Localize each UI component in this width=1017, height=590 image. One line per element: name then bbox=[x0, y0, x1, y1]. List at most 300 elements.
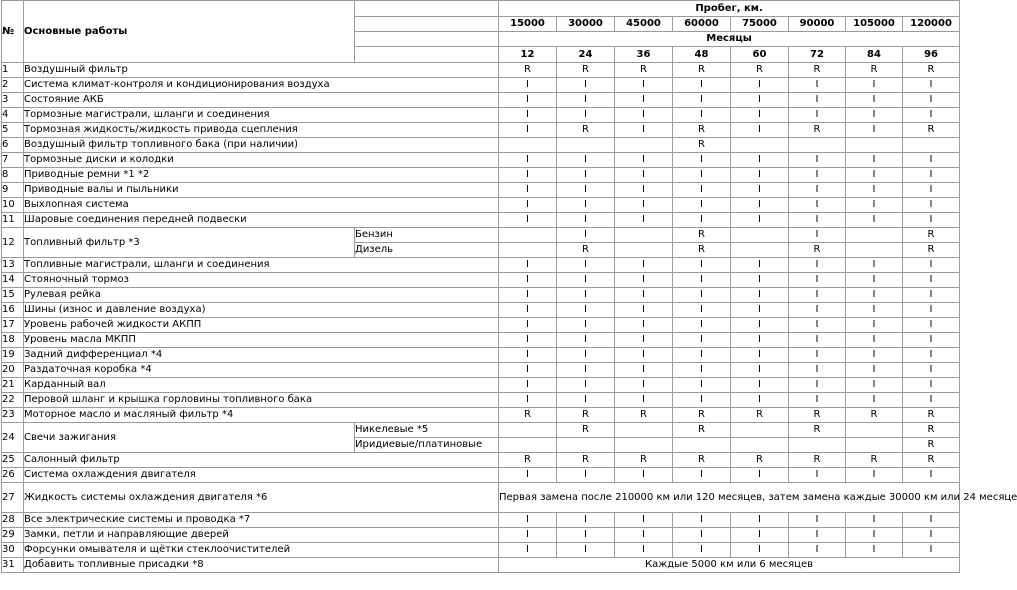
interval-cell: I bbox=[789, 183, 846, 198]
mileage-header-cell: 105000 bbox=[846, 17, 903, 32]
interval-cell: I bbox=[615, 513, 673, 528]
interval-cell: I bbox=[499, 318, 557, 333]
interval-cell: I bbox=[615, 303, 673, 318]
table-row bbox=[2, 288, 960, 303]
interval-cell: I bbox=[557, 258, 615, 273]
interval-cell: I bbox=[673, 93, 731, 108]
interval-cell: I bbox=[615, 183, 673, 198]
interval-cell: I bbox=[846, 318, 903, 333]
interval-cell: I bbox=[903, 318, 960, 333]
interval-cell: I bbox=[846, 288, 903, 303]
interval-cell: I bbox=[731, 123, 789, 138]
interval-cell: I bbox=[789, 78, 846, 93]
interval-cell: I bbox=[846, 273, 903, 288]
interval-cell: I bbox=[615, 78, 673, 93]
interval-cell: I bbox=[499, 273, 557, 288]
interval-cell bbox=[615, 423, 673, 438]
interval-cell: I bbox=[789, 228, 846, 243]
row-number: 19 bbox=[2, 348, 24, 363]
interval-cell: I bbox=[615, 378, 673, 393]
interval-cell: R bbox=[903, 453, 960, 468]
interval-cell: I bbox=[673, 288, 731, 303]
interval-cell: R bbox=[789, 63, 846, 78]
interval-cell: I bbox=[789, 108, 846, 123]
months-header-cell: 72 bbox=[789, 47, 846, 63]
interval-cell: R bbox=[557, 423, 615, 438]
interval-cell: I bbox=[731, 258, 789, 273]
interval-cell: I bbox=[731, 333, 789, 348]
interval-cell: I bbox=[846, 258, 903, 273]
interval-cell bbox=[557, 438, 615, 453]
table-row bbox=[2, 183, 960, 198]
interval-cell bbox=[846, 243, 903, 258]
table-row bbox=[2, 363, 960, 378]
interval-cell: I bbox=[673, 363, 731, 378]
interval-cell: I bbox=[903, 513, 960, 528]
interval-cell: I bbox=[731, 273, 789, 288]
row-work-label: Воздушный фильтр топливного бака (при наличии) bbox=[24, 138, 499, 153]
interval-cell: I bbox=[673, 348, 731, 363]
interval-cell: I bbox=[615, 153, 673, 168]
interval-cell: I bbox=[499, 258, 557, 273]
interval-cell: I bbox=[731, 348, 789, 363]
interval-cell: I bbox=[615, 108, 673, 123]
interval-cell: I bbox=[903, 528, 960, 543]
interval-cell: I bbox=[789, 363, 846, 378]
table-row bbox=[2, 333, 960, 348]
row-sub-label: Никелевые *5 bbox=[355, 423, 499, 438]
interval-cell: I bbox=[731, 78, 789, 93]
row-work-label: Воздушный фильтр bbox=[24, 63, 499, 78]
interval-cell bbox=[846, 228, 903, 243]
interval-cell: I bbox=[846, 333, 903, 348]
row-number: 5 bbox=[2, 123, 24, 138]
interval-cell: I bbox=[731, 168, 789, 183]
interval-cell: I bbox=[731, 303, 789, 318]
row-work-label: Топливный фильтр *3 bbox=[24, 228, 355, 258]
interval-cell: I bbox=[615, 363, 673, 378]
interval-cell bbox=[499, 243, 557, 258]
interval-cell: I bbox=[789, 393, 846, 408]
interval-cell: I bbox=[731, 393, 789, 408]
interval-cell: I bbox=[615, 543, 673, 558]
interval-cell: I bbox=[903, 78, 960, 93]
row-number: 28 bbox=[2, 513, 24, 528]
row-number: 23 bbox=[2, 408, 24, 423]
interval-cell: I bbox=[846, 123, 903, 138]
interval-cell: I bbox=[673, 513, 731, 528]
interval-cell: I bbox=[789, 378, 846, 393]
interval-cell: I bbox=[789, 198, 846, 213]
interval-cell: I bbox=[499, 528, 557, 543]
interval-cell: I bbox=[499, 288, 557, 303]
interval-cell: I bbox=[615, 273, 673, 288]
interval-cell: I bbox=[731, 378, 789, 393]
table-row bbox=[2, 63, 960, 78]
row-work-label: Система климат-контроля и кондиционирования воздуха bbox=[24, 78, 499, 93]
interval-cell: R bbox=[673, 138, 731, 153]
interval-cell: R bbox=[846, 408, 903, 423]
interval-cell: R bbox=[731, 408, 789, 423]
row-number: 2 bbox=[2, 78, 24, 93]
table-row bbox=[2, 153, 960, 168]
interval-cell: R bbox=[557, 408, 615, 423]
interval-cell: I bbox=[789, 333, 846, 348]
interval-cell: I bbox=[846, 393, 903, 408]
interval-note: Первая замена после 210000 км или 120 месяцев, затем замена каждые 30000 км или 24 месяце bbox=[499, 483, 960, 513]
months-header-cell: 36 bbox=[615, 47, 673, 63]
interval-cell: I bbox=[499, 183, 557, 198]
interval-cell bbox=[615, 438, 673, 453]
interval-cell: R bbox=[846, 453, 903, 468]
row-work-label: Приводные валы и пыльники bbox=[24, 183, 499, 198]
interval-cell: R bbox=[846, 63, 903, 78]
interval-cell bbox=[731, 438, 789, 453]
interval-cell: I bbox=[673, 273, 731, 288]
months-header: Месяцы bbox=[499, 32, 960, 47]
table-row bbox=[2, 558, 960, 573]
months-header-cell: 84 bbox=[846, 47, 903, 63]
interval-cell: I bbox=[615, 393, 673, 408]
interval-cell: I bbox=[846, 108, 903, 123]
interval-cell: I bbox=[903, 213, 960, 228]
row-number: 14 bbox=[2, 273, 24, 288]
interval-cell: I bbox=[731, 363, 789, 378]
row-number: 24 bbox=[2, 423, 24, 453]
row-work-label: Все электрические системы и проводка *7 bbox=[24, 513, 499, 528]
row-number: 1 bbox=[2, 63, 24, 78]
row-work-label: Шины (износ и давление воздуха) bbox=[24, 303, 499, 318]
row-sub-label: Иридиевые/платиновые bbox=[355, 438, 499, 453]
interval-cell: I bbox=[615, 168, 673, 183]
interval-cell bbox=[846, 138, 903, 153]
row-number: 12 bbox=[2, 228, 24, 258]
interval-cell bbox=[499, 228, 557, 243]
interval-cell: I bbox=[903, 303, 960, 318]
mileage-header-cell: 75000 bbox=[731, 17, 789, 32]
row-number: 27 bbox=[2, 483, 24, 513]
interval-cell: I bbox=[557, 393, 615, 408]
table-row bbox=[2, 348, 960, 363]
interval-cell bbox=[731, 138, 789, 153]
row-work-label: Раздаточная коробка *4 bbox=[24, 363, 499, 378]
row-number: 6 bbox=[2, 138, 24, 153]
interval-cell: I bbox=[557, 168, 615, 183]
interval-cell: I bbox=[789, 153, 846, 168]
interval-cell: R bbox=[499, 408, 557, 423]
interval-cell: R bbox=[615, 408, 673, 423]
table-row bbox=[2, 108, 960, 123]
interval-cell bbox=[499, 138, 557, 153]
interval-cell: I bbox=[731, 513, 789, 528]
interval-cell: I bbox=[557, 528, 615, 543]
interval-cell: I bbox=[846, 363, 903, 378]
table-row bbox=[2, 273, 960, 288]
table-row bbox=[2, 468, 960, 483]
table-row bbox=[2, 483, 960, 513]
row-work-label: Топливные магистрали, шланги и соединения bbox=[24, 258, 499, 273]
table-row bbox=[2, 168, 960, 183]
interval-cell: I bbox=[615, 318, 673, 333]
interval-cell bbox=[499, 438, 557, 453]
interval-cell: I bbox=[615, 258, 673, 273]
interval-cell: I bbox=[557, 108, 615, 123]
interval-cell: I bbox=[846, 198, 903, 213]
table-row bbox=[2, 318, 960, 333]
interval-cell: I bbox=[731, 108, 789, 123]
interval-cell bbox=[499, 423, 557, 438]
interval-cell: I bbox=[789, 528, 846, 543]
interval-cell: I bbox=[789, 273, 846, 288]
interval-cell: I bbox=[846, 348, 903, 363]
row-number: 17 bbox=[2, 318, 24, 333]
interval-cell bbox=[557, 138, 615, 153]
interval-cell: I bbox=[673, 108, 731, 123]
interval-cell bbox=[615, 228, 673, 243]
interval-cell: I bbox=[731, 318, 789, 333]
interval-cell: I bbox=[903, 363, 960, 378]
table-row bbox=[2, 303, 960, 318]
interval-cell: R bbox=[673, 408, 731, 423]
interval-cell: I bbox=[499, 378, 557, 393]
interval-cell: I bbox=[557, 198, 615, 213]
interval-cell: I bbox=[673, 528, 731, 543]
interval-cell: I bbox=[789, 93, 846, 108]
row-work-label: Свечи зажигания bbox=[24, 423, 355, 453]
interval-cell: I bbox=[557, 93, 615, 108]
interval-cell: R bbox=[903, 63, 960, 78]
interval-cell: R bbox=[499, 63, 557, 78]
row-number: 29 bbox=[2, 528, 24, 543]
months-header-cell: 12 bbox=[499, 47, 557, 63]
interval-cell: I bbox=[615, 213, 673, 228]
interval-cell: I bbox=[615, 528, 673, 543]
interval-cell: I bbox=[789, 213, 846, 228]
row-number: 9 bbox=[2, 183, 24, 198]
table-row bbox=[2, 93, 960, 108]
interval-cell: I bbox=[789, 258, 846, 273]
months-header-cell: 60 bbox=[731, 47, 789, 63]
mileage-header: Пробег, км. bbox=[499, 1, 960, 17]
interval-cell: I bbox=[673, 468, 731, 483]
interval-cell: I bbox=[789, 318, 846, 333]
interval-cell: I bbox=[615, 333, 673, 348]
interval-cell: I bbox=[499, 363, 557, 378]
interval-cell: R bbox=[903, 228, 960, 243]
table-row bbox=[2, 228, 960, 243]
interval-cell: I bbox=[499, 393, 557, 408]
interval-cell: R bbox=[731, 63, 789, 78]
interval-cell: I bbox=[615, 468, 673, 483]
interval-cell: I bbox=[846, 513, 903, 528]
interval-cell: I bbox=[903, 153, 960, 168]
interval-cell: I bbox=[731, 93, 789, 108]
interval-cell: R bbox=[673, 123, 731, 138]
row-work-label: Шаровые соединения передней подвески bbox=[24, 213, 499, 228]
row-work-label: Карданный вал bbox=[24, 378, 499, 393]
interval-cell: I bbox=[673, 198, 731, 213]
interval-cell bbox=[731, 243, 789, 258]
interval-cell bbox=[846, 423, 903, 438]
interval-cell: I bbox=[789, 543, 846, 558]
interval-cell: R bbox=[499, 453, 557, 468]
row-work-label: Тормозная жидкость/жидкость привода сцепления bbox=[24, 123, 499, 138]
interval-cell: I bbox=[499, 348, 557, 363]
interval-cell: I bbox=[499, 93, 557, 108]
number-column-header: № bbox=[2, 1, 24, 63]
interval-cell: I bbox=[673, 333, 731, 348]
row-work-label: Рулевая рейка bbox=[24, 288, 499, 303]
interval-cell: R bbox=[557, 123, 615, 138]
row-number: 31 bbox=[2, 558, 24, 573]
interval-cell: I bbox=[499, 543, 557, 558]
row-work-label: Система охлаждения двигателя bbox=[24, 468, 499, 483]
interval-cell: I bbox=[557, 228, 615, 243]
row-number: 20 bbox=[2, 363, 24, 378]
row-number: 18 bbox=[2, 333, 24, 348]
interval-cell: I bbox=[673, 78, 731, 93]
interval-cell: I bbox=[846, 93, 903, 108]
row-work-label: Приводные ремни *1 *2 bbox=[24, 168, 499, 183]
interval-cell: R bbox=[903, 438, 960, 453]
table-row bbox=[2, 543, 960, 558]
interval-cell: I bbox=[499, 168, 557, 183]
interval-cell: I bbox=[557, 543, 615, 558]
interval-cell bbox=[846, 438, 903, 453]
interval-cell: I bbox=[557, 363, 615, 378]
interval-cell: I bbox=[903, 168, 960, 183]
interval-cell: I bbox=[903, 108, 960, 123]
interval-cell: I bbox=[846, 153, 903, 168]
interval-cell: R bbox=[789, 123, 846, 138]
row-work-label: Состояние АКБ bbox=[24, 93, 499, 108]
interval-cell: R bbox=[557, 243, 615, 258]
interval-cell: I bbox=[673, 168, 731, 183]
row-work-label: Выхлопная система bbox=[24, 198, 499, 213]
row-work-label: Уровень рабочей жидкости АКПП bbox=[24, 318, 499, 333]
row-number: 11 bbox=[2, 213, 24, 228]
interval-cell: I bbox=[903, 183, 960, 198]
interval-cell: R bbox=[789, 408, 846, 423]
interval-cell: I bbox=[673, 543, 731, 558]
row-work-label: Форсунки омывателя и щётки стеклоочистителей bbox=[24, 543, 499, 558]
mileage-header-cell: 30000 bbox=[557, 17, 615, 32]
row-number: 4 bbox=[2, 108, 24, 123]
interval-cell: I bbox=[499, 78, 557, 93]
row-number: 15 bbox=[2, 288, 24, 303]
interval-cell: I bbox=[731, 468, 789, 483]
interval-cell: I bbox=[903, 543, 960, 558]
interval-cell: I bbox=[903, 468, 960, 483]
interval-cell: R bbox=[673, 453, 731, 468]
interval-cell: I bbox=[615, 288, 673, 303]
interval-cell: I bbox=[846, 378, 903, 393]
interval-cell: I bbox=[499, 333, 557, 348]
row-number: 25 bbox=[2, 453, 24, 468]
header-spacer bbox=[355, 47, 499, 63]
interval-cell: I bbox=[615, 123, 673, 138]
interval-cell: I bbox=[903, 378, 960, 393]
row-work-label: Задний дифференциал *4 bbox=[24, 348, 499, 363]
interval-cell: I bbox=[789, 288, 846, 303]
row-number: 30 bbox=[2, 543, 24, 558]
table-row bbox=[2, 378, 960, 393]
interval-cell bbox=[615, 243, 673, 258]
interval-cell bbox=[731, 423, 789, 438]
interval-cell bbox=[731, 228, 789, 243]
header-spacer bbox=[355, 32, 499, 47]
interval-cell: I bbox=[903, 258, 960, 273]
interval-cell: I bbox=[903, 393, 960, 408]
header-spacer bbox=[355, 17, 499, 32]
interval-cell: R bbox=[557, 63, 615, 78]
interval-cell: I bbox=[673, 378, 731, 393]
table-row bbox=[2, 213, 960, 228]
table-row bbox=[2, 423, 960, 438]
interval-cell: R bbox=[903, 123, 960, 138]
interval-cell: R bbox=[673, 243, 731, 258]
interval-cell bbox=[615, 138, 673, 153]
row-work-label: Замки, петли и направляющие дверей bbox=[24, 528, 499, 543]
interval-cell: I bbox=[731, 288, 789, 303]
interval-cell: I bbox=[557, 333, 615, 348]
row-work-label: Стояночный тормоз bbox=[24, 273, 499, 288]
interval-cell: R bbox=[673, 228, 731, 243]
interval-cell: R bbox=[789, 423, 846, 438]
interval-cell: I bbox=[846, 78, 903, 93]
table-row bbox=[2, 78, 960, 93]
interval-cell: I bbox=[846, 528, 903, 543]
interval-cell: R bbox=[673, 63, 731, 78]
interval-cell: I bbox=[846, 168, 903, 183]
table-row bbox=[2, 393, 960, 408]
row-number: 26 bbox=[2, 468, 24, 483]
interval-cell: I bbox=[557, 183, 615, 198]
row-work-label: Моторное масло и масляный фильтр *4 bbox=[24, 408, 499, 423]
table-row bbox=[2, 258, 960, 273]
interval-cell: I bbox=[789, 168, 846, 183]
interval-cell: R bbox=[903, 243, 960, 258]
row-number: 7 bbox=[2, 153, 24, 168]
row-sub-label: Бензин bbox=[355, 228, 499, 243]
table-row bbox=[2, 528, 960, 543]
mileage-header-cell: 120000 bbox=[903, 17, 960, 32]
interval-cell: I bbox=[846, 213, 903, 228]
work-column-header: Основные работы bbox=[24, 1, 355, 63]
mileage-header-cell: 60000 bbox=[673, 17, 731, 32]
interval-cell: I bbox=[903, 288, 960, 303]
interval-cell: I bbox=[789, 468, 846, 483]
table-body bbox=[2, 63, 1017, 573]
interval-cell: R bbox=[615, 63, 673, 78]
table-row bbox=[2, 513, 960, 528]
row-work-label: Жидкость системы охлаждения двигателя *6 bbox=[24, 483, 499, 513]
interval-cell: R bbox=[615, 453, 673, 468]
interval-cell: I bbox=[789, 303, 846, 318]
table-row bbox=[2, 198, 960, 213]
interval-cell: I bbox=[557, 273, 615, 288]
row-number: 21 bbox=[2, 378, 24, 393]
months-header-cell: 48 bbox=[673, 47, 731, 63]
interval-cell: I bbox=[673, 258, 731, 273]
interval-cell: R bbox=[903, 408, 960, 423]
table-row bbox=[2, 123, 960, 138]
row-number: 8 bbox=[2, 168, 24, 183]
row-work-label: Добавить топливные присадки *8 bbox=[24, 558, 499, 573]
interval-cell: R bbox=[789, 453, 846, 468]
interval-cell: I bbox=[499, 303, 557, 318]
row-number: 3 bbox=[2, 93, 24, 108]
